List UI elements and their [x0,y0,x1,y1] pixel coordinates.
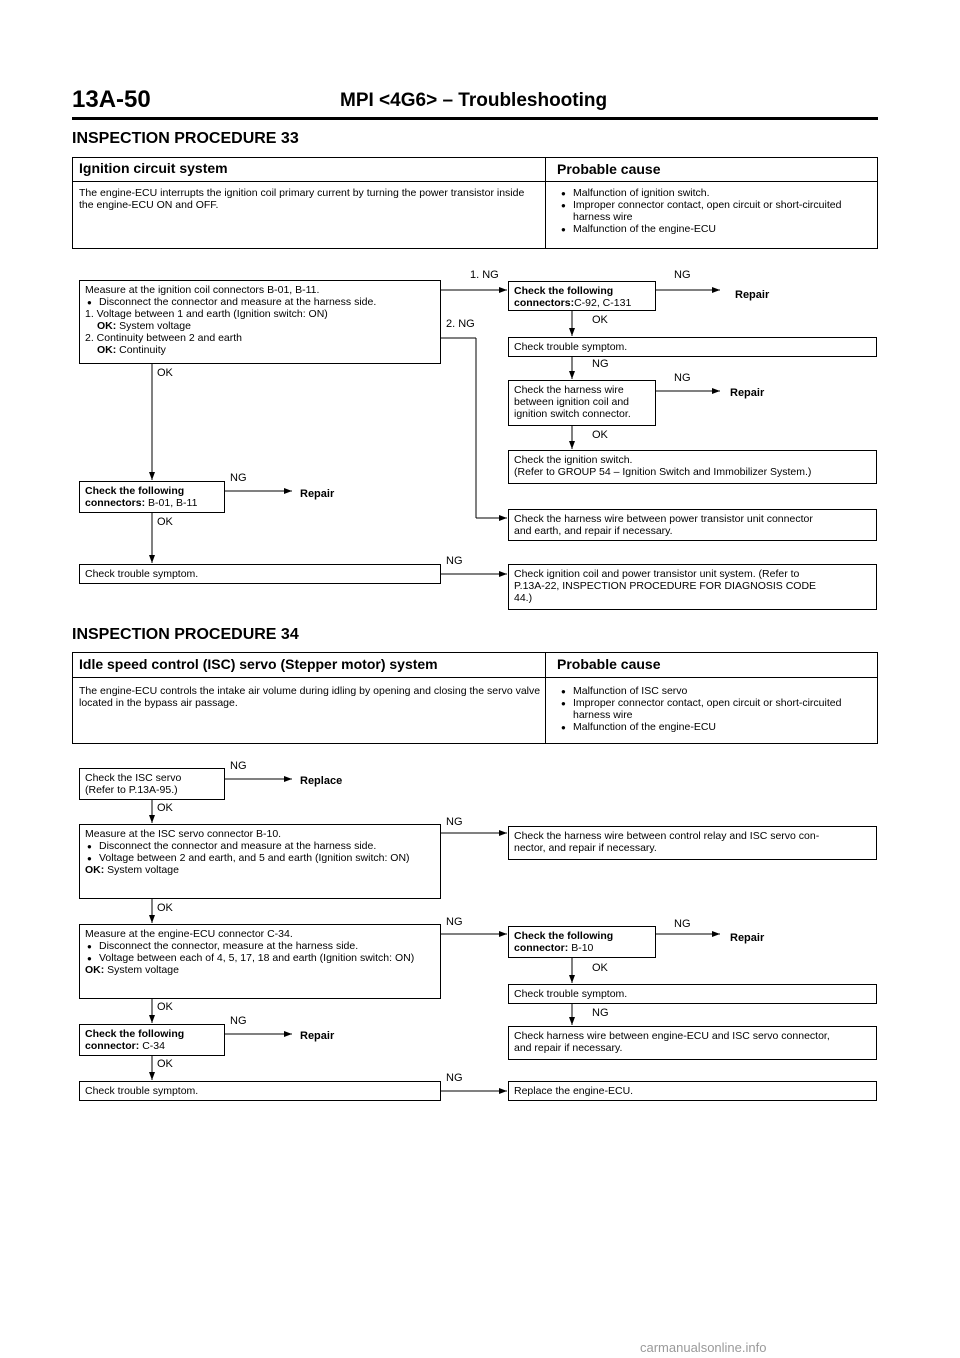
ng-label: NG [446,555,463,567]
check-connectors-b01-box: Check the following connectors: B-01, B-11 [79,481,225,513]
ng-label: NG [446,1072,463,1084]
ok-criteria: OK: System voltage [85,864,179,876]
replace-ecu-box: Replace the engine-ECU. [508,1081,877,1101]
page-number: 13A-50 [72,86,151,113]
ok-label: OK [592,962,608,974]
page-title: MPI <4G6> – Troubleshooting [340,90,608,111]
cause-item: ● Improper connector contact, open circuit or short-circuited harness wire [573,697,869,721]
repair-label: Repair [300,1030,335,1042]
ng-label: NG [230,760,247,772]
step-bold: Check the following connectors: [514,285,614,309]
ok-label: OK [157,367,173,379]
step-bullet: ● Disconnect the connector and measure at the harness side. [99,296,435,308]
cause-item: ● Malfunction of ignition switch. [573,187,869,199]
ok-label: OK [157,516,173,528]
measure-ecu-connector-box: Measure at the engine-ECU connector C-34. ● Disconnect the connector, measure at the harness side. ● Voltage between each of 4, 5, 17, 18 and earth (Ignition switch: ON) OK: System voltage [79,924,441,999]
repair-label: Repair [730,932,765,944]
cause-item: ● Malfunction of the engine-ECU [573,223,869,235]
repair-label: Repair [735,289,770,301]
cause-item: ● Malfunction of the engine-ECU [573,721,869,733]
ok-label: OK [157,802,173,814]
check-connector-c34-box: Check the following connector: C-34 [79,1024,225,1056]
ng-label: 2. NG [446,318,475,330]
cause-item: ● Improper connector contact, open circuit or short-circuited harness wire [573,199,869,223]
check-connector-b10-box: Check the following connector: B-10 [508,926,656,958]
check-harness-ignition-box: Check the harness wire between ignition coil and ignition switch connector. [508,380,656,426]
ok-label: OK [157,1001,173,1013]
cause-item: ● Malfunction of ISC servo [573,685,869,697]
system-title: Idle speed control (ISC) servo (Stepper motor) system [79,656,438,672]
step-text: 1. Voltage between 1 and earth (Ignition switch: ON) [85,308,328,320]
check-isc-servo-box: Check the ISC servo (Refer to P.13A-95.) [79,768,225,800]
check-symptom-box: Check trouble symptom. [79,1081,441,1101]
ok-label: OK [592,429,608,441]
step-text: Measure at the ignition coil connectors B-01, B-11. [85,284,320,296]
check-ignition-switch-box: Check the ignition switch. (Refer to GROUP 54 – Ignition Switch and Immobilizer System.) [508,450,877,484]
step-text: 2. Continuity between 2 and earth [85,332,243,344]
ng-label: NG [446,916,463,928]
ng-label: NG [674,269,691,281]
ok-label: OK [157,902,173,914]
ng-label: NG [592,1007,609,1019]
system-description: The engine-ECU controls the intake air volume during idling by opening and closing the servo valve located in the bypass air passage. [79,685,541,709]
ng-label: NG [446,816,463,828]
ok-criteria: OK: System voltage [85,964,179,976]
check-harness-ecu-box: Check harness wire between engine-ECU and ISC servo connector, and repair if necessary. [508,1026,877,1060]
ok-criteria: OK: System voltage [97,320,191,332]
ng-label: NG [674,918,691,930]
ok-criteria: OK: Continuity [97,344,166,356]
ng-label: NG [674,372,691,384]
check-symptom-box: Check trouble symptom. [508,337,877,357]
check-harness-transistor-box: Check the harness wire between power transistor unit connector and earth, and repair if necessary. [508,509,877,541]
check-harness-relay-box: Check the harness wire between control relay and ISC servo con- nector, and repair if necessary. [508,826,877,860]
repair-label: Repair [300,488,335,500]
procedure-34-heading: INSPECTION PROCEDURE 34 [72,626,299,643]
ok-label: OK [592,314,608,326]
check-symptom-box: Check trouble symptom. [79,564,441,584]
check-ignition-coil-system-box: Check ignition coil and power transistor unit system. (Refer to P.13A-22, INSPECTION PROCEDURE FOR DIAGNOSIS CODE 44.) [508,564,877,610]
ng-label: NG [230,1015,247,1027]
footer-watermark: carmanualsonline.info [640,1340,767,1355]
system-title: Ignition circuit system [79,160,228,176]
ng-label: NG [230,472,247,484]
check-symptom-box: Check trouble symptom. [508,984,877,1004]
ng-label: NG [592,358,609,370]
cause-title: Probable cause [557,656,661,672]
repair-label: Repair [730,387,765,399]
replace-label: Replace [300,775,343,787]
procedure-33-heading: INSPECTION PROCEDURE 33 [72,130,299,147]
ok-label: OK [157,1058,173,1070]
cause-title: Probable cause [557,161,661,177]
system-description: The engine-ECU interrupts the ignition coil primary current by turning the power transistor inside the engine-ECU ON and OFF. [79,187,525,211]
measure-isc-connector-box: Measure at the ISC servo connector B-10. ● Disconnect the connector and measure at the harness side. ● Voltage between 2 and earth, and 5 and earth (Ignition switch: ON) OK: System voltage [79,824,441,899]
step-text: C-92, C-131 [574,297,632,309]
ng-label: 1. NG [470,269,499,281]
